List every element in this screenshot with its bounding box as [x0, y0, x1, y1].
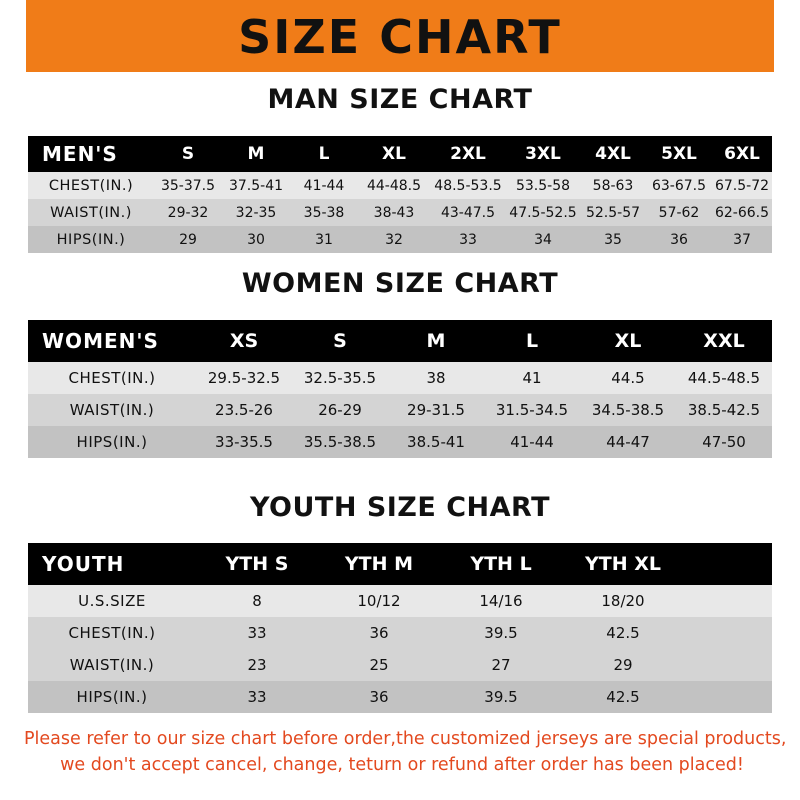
women-col-xl: XL — [580, 320, 676, 362]
youth-size-table — [28, 543, 772, 713]
cell: 41 — [484, 362, 580, 394]
cell: 31 — [290, 226, 358, 253]
cell: 38 — [388, 362, 484, 394]
men-col-m: M — [222, 136, 290, 172]
cell: 32 — [358, 226, 430, 253]
cell: 67.5-72 — [712, 172, 772, 199]
cell: 33 — [196, 681, 318, 713]
cell: 32-35 — [222, 199, 290, 226]
cell: 35.5-38.5 — [292, 426, 388, 458]
youth-section-title: YOUTH SIZE CHART — [249, 492, 551, 523]
youth-col-spacer — [684, 543, 772, 585]
cell: 41-44 — [290, 172, 358, 199]
page-title: SIZE CHART — [238, 10, 562, 64]
footer-line-1: Please refer to our size chart before order,the customized jerseys are special products, — [24, 729, 787, 749]
header-banner — [0, 0, 800, 72]
cell: 36 — [318, 681, 440, 713]
youth-row-label-chest: CHEST(IN.) — [28, 617, 196, 649]
cell: 35-37.5 — [154, 172, 222, 199]
men-col-2xl: 2XL — [430, 136, 506, 172]
cell: 34 — [506, 226, 580, 253]
women-col-xs: XS — [196, 320, 292, 362]
cell-spacer — [684, 649, 772, 681]
youth-table-header-row — [28, 543, 772, 585]
women-col-xxl: XXL — [676, 320, 772, 362]
cell: 52.5-57 — [580, 199, 646, 226]
cell: 18/20 — [562, 585, 684, 617]
cell: 33-35.5 — [196, 426, 292, 458]
cell: 35 — [580, 226, 646, 253]
cell: 42.5 — [562, 617, 684, 649]
youth-row-label-hips: HIPS(IN.) — [28, 681, 196, 713]
cell: 10/12 — [318, 585, 440, 617]
cell: 47-50 — [676, 426, 772, 458]
youth-col-xl: YTH XL — [562, 543, 684, 585]
men-row-label-header: MEN'S — [28, 136, 154, 172]
men-row-label-waist: WAIST(IN.) — [28, 199, 154, 226]
cell: 23.5-26 — [196, 394, 292, 426]
cell-spacer — [684, 585, 772, 617]
cell: 31.5-34.5 — [484, 394, 580, 426]
men-table-header-row — [28, 136, 772, 172]
men-size-table — [28, 136, 772, 253]
table-row — [28, 362, 772, 394]
cell: 58-63 — [580, 172, 646, 199]
women-row-label-chest: CHEST(IN.) — [28, 362, 196, 394]
cell: 63-67.5 — [646, 172, 712, 199]
cell: 25 — [318, 649, 440, 681]
cell: 29 — [562, 649, 684, 681]
women-row-label-header: WOMEN'S — [28, 320, 196, 362]
women-row-label-waist: WAIST(IN.) — [28, 394, 196, 426]
cell: 62-66.5 — [712, 199, 772, 226]
men-col-s: S — [154, 136, 222, 172]
cell: 39.5 — [440, 617, 562, 649]
cell-spacer — [684, 617, 772, 649]
cell: 37 — [712, 226, 772, 253]
youth-row-label-ussize: U.S.SIZE — [28, 585, 196, 617]
cell: 41-44 — [484, 426, 580, 458]
cell: 33 — [430, 226, 506, 253]
men-col-5xl: 5XL — [646, 136, 712, 172]
cell: 36 — [318, 617, 440, 649]
cell: 42.5 — [562, 681, 684, 713]
cell: 44.5 — [580, 362, 676, 394]
men-section-title: MAN SIZE CHART — [267, 84, 533, 115]
cell: 29-31.5 — [388, 394, 484, 426]
table-row — [28, 585, 772, 617]
table-row — [28, 172, 772, 199]
cell: 47.5-52.5 — [506, 199, 580, 226]
women-col-m: M — [388, 320, 484, 362]
youth-row-label-waist: WAIST(IN.) — [28, 649, 196, 681]
cell: 38.5-41 — [388, 426, 484, 458]
cell: 33 — [196, 617, 318, 649]
women-row-label-hips: HIPS(IN.) — [28, 426, 196, 458]
header-edge-left — [0, 0, 26, 72]
men-col-4xl: 4XL — [580, 136, 646, 172]
cell: 32.5-35.5 — [292, 362, 388, 394]
cell: 29 — [154, 226, 222, 253]
cell: 37.5-41 — [222, 172, 290, 199]
youth-row-label-header: YOUTH — [28, 543, 196, 585]
cell: 36 — [646, 226, 712, 253]
table-row — [28, 226, 772, 253]
cell: 29.5-32.5 — [196, 362, 292, 394]
women-size-table — [28, 320, 772, 458]
men-col-3xl: 3XL — [506, 136, 580, 172]
cell: 57-62 — [646, 199, 712, 226]
cell-spacer — [684, 681, 772, 713]
header-edge-right — [774, 0, 800, 72]
cell: 38.5-42.5 — [676, 394, 772, 426]
cell: 48.5-53.5 — [430, 172, 506, 199]
table-row — [28, 426, 772, 458]
cell: 23 — [196, 649, 318, 681]
cell: 26-29 — [292, 394, 388, 426]
table-row — [28, 617, 772, 649]
cell: 35-38 — [290, 199, 358, 226]
table-row — [28, 199, 772, 226]
women-col-s: S — [292, 320, 388, 362]
youth-col-l: YTH L — [440, 543, 562, 585]
men-row-label-hips: HIPS(IN.) — [28, 226, 154, 253]
women-table-header-row — [28, 320, 772, 362]
cell: 53.5-58 — [506, 172, 580, 199]
cell: 29-32 — [154, 199, 222, 226]
cell: 44-47 — [580, 426, 676, 458]
cell: 27 — [440, 649, 562, 681]
men-col-6xl: 6XL — [712, 136, 772, 172]
footer-disclaimer — [24, 726, 787, 779]
cell: 34.5-38.5 — [580, 394, 676, 426]
youth-col-s: YTH S — [196, 543, 318, 585]
cell: 8 — [196, 585, 318, 617]
table-row — [28, 394, 772, 426]
cell: 38-43 — [358, 199, 430, 226]
table-row — [28, 681, 772, 713]
women-col-l: L — [484, 320, 580, 362]
footer-line-2: we don't accept cancel, change, teturn or refund after order has been placed! — [60, 755, 744, 776]
women-section-title: WOMEN SIZE CHART — [241, 268, 559, 299]
men-row-label-chest: CHEST(IN.) — [28, 172, 154, 199]
cell: 44.5-48.5 — [676, 362, 772, 394]
table-row — [28, 649, 772, 681]
youth-col-m: YTH M — [318, 543, 440, 585]
cell: 43-47.5 — [430, 199, 506, 226]
cell: 39.5 — [440, 681, 562, 713]
cell: 30 — [222, 226, 290, 253]
cell: 44-48.5 — [358, 172, 430, 199]
men-col-l: L — [290, 136, 358, 172]
men-col-xl: XL — [358, 136, 430, 172]
cell: 14/16 — [440, 585, 562, 617]
